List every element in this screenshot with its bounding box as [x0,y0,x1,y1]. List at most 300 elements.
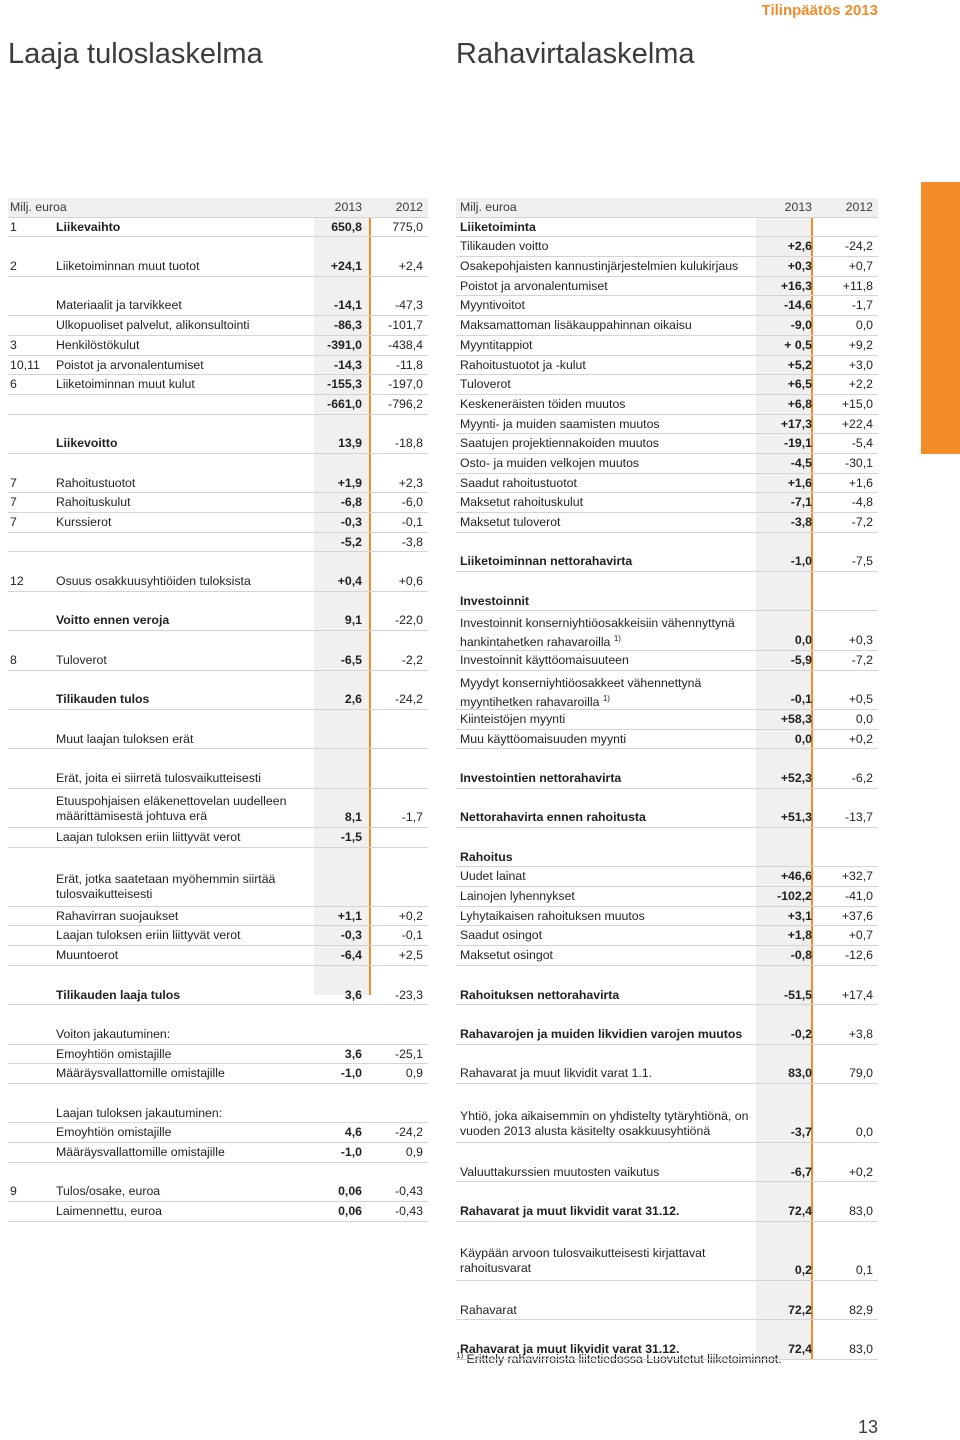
note-ref: 3 [10,337,17,352]
value-previous-year: +3,8 [848,1026,873,1041]
row-label-text: Maksetut tuloverot [460,515,561,529]
value-previous-year: -5,4 [851,436,873,451]
income-statement-title: Laaja tuloslaskelma [8,38,263,70]
row-label [56,375,316,394]
value-current-year: -6,5 [340,652,362,667]
value-current-year: +1,6 [787,475,812,490]
value-current-year: -6,7 [790,1164,812,1179]
row-label-text: Rahavarojen ja muiden likvidien varojen muutos [460,1026,743,1041]
row-label-text: Liiketoiminnan nettorahavirta [460,554,633,569]
value-current-year: 0,2 [794,1263,812,1278]
value-previous-year: -24,2 [394,692,423,707]
table-row [456,336,878,356]
row-label [460,1340,760,1359]
value-previous-year: -1,7 [401,810,423,825]
value-current-year: -0,1 [790,692,812,707]
value-current-year: -3,7 [790,1125,812,1140]
table-row [456,769,878,789]
value-current-year: 72,2 [788,1302,812,1317]
table-row [8,572,428,592]
row-label [460,867,760,886]
note-ref: 12 [10,574,24,589]
row-label-text: Emoyhtiön omistajille [56,1125,172,1140]
row-label-text: Muu käyttöomaisuuden myynti [460,731,627,746]
table-row [456,257,878,277]
value-current-year: +1,8 [787,928,812,943]
value-previous-year: -1,7 [851,298,873,313]
value-previous-year: +0,2 [848,1164,873,1179]
row-label-text: Myydyt konserniyhtiöosakkeet vähennettynä myyntihetken rahavaroilla [460,675,702,709]
note-ref: 2 [10,259,17,274]
spacer-row [456,572,878,592]
value-previous-year: 0,0 [855,711,873,726]
value-previous-year: 0,0 [855,318,873,333]
table-row [456,907,878,927]
row-label [460,808,760,827]
row-label-text: Investointien nettorahavirta [460,770,622,785]
table-row [8,296,428,316]
row-label [460,434,760,453]
row-label [56,651,316,670]
spacer-row [456,1084,878,1104]
note-ref: 9 [10,1184,17,1199]
row-label [460,592,760,611]
row-label [56,434,316,453]
row-label-text: Lyhytaikaisen rahoituksen muutos [460,908,645,923]
row-label-text: Rahavirran suojaukset [56,908,179,923]
value-current-year: +3,1 [787,908,812,923]
table-row [8,474,428,494]
year-previous: 2012 [395,200,423,214]
row-label [56,1143,316,1162]
row-label [460,769,760,788]
row-label-text: Maksamattoman lisäkauppahinnan oikaisu [460,318,692,333]
row-label-text: Liiketoiminnan muut kulut [56,377,195,392]
value-current-year: +1,1 [337,908,362,923]
value-current-year: -391,0 [327,337,362,352]
row-label [460,296,760,315]
table-row [8,690,428,710]
table-row [8,1025,428,1045]
table-row [456,1025,878,1045]
table-row [8,513,428,533]
value-current-year: 72,4 [788,1204,812,1219]
row-label [460,671,760,710]
table-row [8,1182,428,1202]
row-label [56,946,316,965]
year-previous: 2012 [845,200,873,214]
value-current-year: -0,2 [790,1026,812,1041]
row-label [460,277,760,296]
spacer-row [456,966,878,986]
table-row [456,493,878,513]
row-label [56,1202,316,1221]
table-row [456,946,878,966]
table-row [8,907,428,927]
row-label-text: Etuuspohjaisen eläkenettovelan uudelleen määrittämisestä johtuva erä [56,793,287,823]
value-previous-year: -24,2 [394,1125,423,1140]
row-label-text: Laajan tuloksen jakautuminen: [56,1105,223,1120]
row-label [460,1025,760,1044]
table-row [456,454,878,474]
row-label-text: Myynti- ja muiden saamisten muutos [460,416,660,431]
row-label [460,1163,760,1182]
spacer-row [456,1045,878,1065]
row-label-text: Poistot ja arvonalentumiset [460,278,608,293]
value-current-year: 13,9 [338,436,362,451]
value-previous-year: -7,5 [851,554,873,569]
row-label-text: Rahoituksen nettorahavirta [460,987,620,1002]
row-label [460,474,760,493]
row-label-text: Rahoituskulut [56,495,131,510]
note-ref: 6 [10,377,17,392]
row-label [460,926,760,945]
value-previous-year: -25,1 [394,1046,423,1061]
value-current-year: -1,5 [340,830,362,845]
section-heading-row [456,848,878,868]
page-number: 13 [857,1417,878,1437]
value-previous-year: -13,7 [844,810,873,825]
value-previous-year: +2,2 [848,377,873,392]
value-previous-year: -47,3 [394,298,423,313]
table-row [456,730,878,750]
row-label-text: Yhtiö, joka aikaisemmin on yhdistelty tytäryhtiönä, on vuoden 2013 alusta käsitelty osakkuusyhtiönä [460,1108,749,1138]
row-label [56,1182,316,1201]
value-previous-year: +0,7 [848,259,873,274]
table-row [456,415,878,435]
row-label [56,986,316,1005]
spacer-row [8,749,428,769]
value-previous-year: -23,3 [394,987,423,1002]
table-row [8,828,428,848]
value-current-year: -155,3 [327,377,362,392]
value-current-year: +16,3 [780,278,812,293]
value-previous-year: -18,8 [394,436,423,451]
row-label-text: Tilikauden laaja tulos [56,987,181,1002]
row-label [56,1104,316,1123]
table-row [8,611,428,631]
value-current-year: -0,3 [340,928,362,943]
value-previous-year: 0,9 [405,1066,423,1081]
spacer-row [8,237,428,257]
unit-label: Milj. euroa [10,200,67,214]
spacer-row [456,828,878,848]
value-current-year: 9,1 [344,613,362,628]
table-row [456,474,878,494]
value-current-year: 0,06 [338,1184,362,1199]
value-current-year: +1,9 [337,475,362,490]
row-label [460,375,760,394]
value-current-year: -9,0 [790,318,812,333]
row-label-text: Maksetut rahoituskulut [460,495,584,510]
value-previous-year: 82,9 [849,1302,873,1317]
row-label-text: Lainojen lyhennykset [460,889,575,904]
value-previous-year: -0,1 [401,928,423,943]
note-ref: 7 [10,515,17,529]
value-previous-year: +37,6 [841,908,873,923]
table-row [456,1104,878,1143]
row-label [460,395,760,414]
value-current-year: +0,3 [787,259,812,274]
row-label [460,907,760,926]
row-label [56,218,316,237]
row-label [56,296,316,315]
row-label-text: Rahavarat [460,1302,517,1317]
spacer-row [8,966,428,986]
value-current-year: -661,0 [327,396,362,411]
spacer-row [8,552,428,572]
side-accent-bar [921,182,960,454]
value-current-year: +51,3 [780,810,812,825]
row-label-text: Laajan tuloksen eriin liittyvät verot [56,830,241,845]
row-label [460,1301,760,1320]
value-previous-year: -0,43 [394,1184,423,1199]
unit-label: Milj. euroa [460,200,517,214]
row-label [56,474,316,493]
value-previous-year: +1,6 [848,475,873,490]
table-row [456,513,878,533]
row-label-text: Maksetut osingot [460,948,553,963]
footnote-marker: 1) [456,1351,464,1360]
table-row [8,434,428,454]
value-current-year: -1,0 [340,1145,362,1160]
row-label [460,848,760,867]
value-current-year: 8,1 [344,810,362,825]
row-label-text: Tilikauden tulos [56,692,150,707]
table-row [8,1104,428,1124]
document-tag: Tilinpäätös 2013 [761,2,878,19]
row-label [460,1202,760,1221]
value-current-year: -3,8 [790,515,812,529]
row-label [56,572,316,591]
value-previous-year: -197,0 [388,377,423,392]
value-current-year: +0,4 [337,574,362,589]
table-row [8,1123,428,1143]
row-label [460,316,760,335]
value-previous-year: +11,8 [842,278,873,293]
row-label-text: Liiketoiminnan muut tuotot [56,259,200,274]
value-previous-year: -6,2 [851,770,873,785]
spacer-row [456,749,878,769]
section-heading-row [456,218,878,238]
row-label [460,454,760,473]
row-label-text: Poistot ja arvonalentumiset [56,357,204,372]
row-label [56,1025,316,1044]
table-row [456,808,878,828]
row-label-text: Rahavarat ja muut likvidit varat 31.12. [460,1341,680,1356]
spacer-row [456,1182,878,1202]
table-row [456,1301,878,1321]
value-current-year: 0,0 [794,731,812,746]
row-label [460,611,760,650]
table-row [8,493,428,513]
note-ref: 7 [10,475,17,490]
row-label [460,356,760,375]
value-current-year: +17,3 [780,416,812,431]
row-label-text: Rahavarat ja muut likvidit varat 31.12. [460,1204,680,1219]
note-ref: 7 [10,495,17,510]
table-row [456,296,878,316]
value-previous-year: +0,5 [848,692,873,707]
year-current: 2013 [784,200,812,214]
value-previous-year: -0,43 [394,1204,423,1219]
value-previous-year: -24,2 [844,239,873,254]
row-label-text: Erät, jotka saatetaan myöhemmin siirtää tulosvaikutteisesti [56,872,276,902]
row-label-text: Saadut osingot [460,928,543,943]
value-previous-year: +17,4 [841,987,873,1002]
row-label-text: Saatujen projektiennakoiden muutos [460,436,659,451]
spacer-row [8,454,428,474]
row-label-text: Myyntivoitot [460,298,525,313]
row-label-text: Muuntoerot [56,948,119,963]
row-label [56,730,316,749]
value-current-year: -102,2 [777,889,812,904]
value-current-year: -19,1 [783,436,812,451]
table-row [8,769,428,789]
row-label-text: Laajan tuloksen eriin liittyvät verot [56,928,241,943]
table-row [8,867,428,906]
table-row [8,946,428,966]
row-label-text: Kiinteistöjen myynti [460,711,566,726]
value-previous-year: -30,1 [844,455,873,470]
row-label [56,1064,316,1083]
row-label-text: Tuloverot [460,377,511,392]
row-label-text: Voitto ennen veroja [56,613,170,628]
table-row [8,533,428,553]
row-label-text: Kurssierot [56,515,112,529]
note-ref: 10,11 [10,357,40,372]
footnote-ref: 1) [602,693,610,703]
value-previous-year: +0,2 [848,731,873,746]
spacer-row [8,848,428,868]
row-label [56,336,316,355]
row-label [56,257,316,276]
row-label-text: Investoinnit konserniyhtiöosakkeisiin vähennyttynä hankintahetken rahavaroilla [460,616,735,650]
spacer-row [456,1320,878,1340]
row-label [56,867,316,902]
value-current-year: +46,6 [780,869,812,884]
value-current-year: + 0,5 [784,337,812,352]
row-label [460,257,760,276]
value-previous-year: -11,8 [395,357,423,372]
table-row [8,651,428,671]
value-current-year: -5,9 [790,652,812,667]
note-ref: 1 [10,219,17,234]
table-row [8,356,428,376]
value-previous-year: -12,6 [844,948,873,963]
row-label-text: Liiketoiminta [460,219,536,234]
value-current-year: -14,3 [333,357,362,372]
table-row [456,651,878,671]
table-row [456,552,878,572]
table-row [456,710,878,730]
row-label-text: Laimennettu, euroa [56,1204,162,1219]
row-label [460,1064,760,1083]
row-label-text: Rahavarat ja muut likvidit varat 1.1. [460,1066,653,1081]
table-row [8,218,428,238]
value-current-year: +6,5 [787,377,812,392]
table-row [8,257,428,277]
row-label-text: Tulos/osake, euroa [56,1184,161,1199]
table-row [8,926,428,946]
row-label-text: Liikevoitto [56,436,118,451]
spacer-row [456,1143,878,1163]
row-label-text: Määräysvallattomille omistajille [56,1145,225,1160]
value-current-year: +58,3 [780,711,812,726]
table-row [456,671,878,710]
table-row [8,789,428,828]
table-row [8,1064,428,1084]
row-label [460,946,760,965]
value-current-year: -6,4 [340,948,362,963]
row-label-text: Rahoitus [460,849,513,864]
value-previous-year: -41,0 [844,889,873,904]
row-label [460,415,760,434]
row-label [460,552,760,571]
table-row [456,867,878,887]
row-label-text: Liikevaihto [56,219,121,234]
row-label-text: Valuuttakurssien muutosten vaikutus [460,1164,660,1179]
row-label-text: Uudet lainat [460,869,526,884]
row-label [460,730,760,749]
row-label-text: Investoinnit [460,593,530,608]
year-current: 2013 [334,200,362,214]
spacer-row [456,1222,878,1242]
row-label-text: Nettorahavirta ennen rahoitusta [460,810,646,825]
row-label-text: Tuloverot [56,652,107,667]
spacer-row [8,671,428,691]
value-previous-year: -6,0 [401,495,423,510]
row-label [460,237,760,256]
value-current-year: -14,1 [333,298,362,313]
value-previous-year: -7,2 [851,652,873,667]
row-label-text: Käypään arvoon tulosvaikutteisesti kirjattavat rahoitusvarat [460,1246,706,1276]
value-previous-year: -101,7 [388,318,423,333]
footnote-ref: 1) [613,634,621,644]
row-label-text: Tilikauden voitto [460,239,549,254]
value-previous-year: -0,1 [401,515,423,529]
table-row [8,1143,428,1163]
value-current-year: 4,6 [344,1125,362,1140]
value-previous-year: +9,2 [848,337,873,352]
value-previous-year: -438,4 [388,337,423,352]
row-label [460,986,760,1005]
row-label [56,1045,316,1064]
row-label [56,513,316,532]
row-label [56,907,316,926]
value-current-year: -1,0 [340,1066,362,1081]
value-previous-year: +0,6 [398,574,423,589]
value-previous-year: +3,0 [848,357,873,372]
row-label [56,690,316,709]
row-label [460,887,760,906]
table-row [8,1045,428,1065]
table-row [8,986,428,1006]
value-current-year: -86,3 [333,318,362,333]
table-row [456,375,878,395]
value-previous-year: +2,5 [398,948,423,963]
row-label [56,926,316,945]
value-previous-year: 83,0 [849,1204,873,1219]
section-heading-row [456,592,878,612]
value-current-year: 3,6 [344,1046,362,1061]
table-row [456,277,878,297]
value-current-year: 650,8 [331,219,362,234]
row-label-text: Erät, joita ei siirretä tulosvaikutteisesti [56,770,262,785]
table-row [456,611,878,650]
table-row [8,316,428,336]
value-previous-year: -796,2 [388,396,423,411]
